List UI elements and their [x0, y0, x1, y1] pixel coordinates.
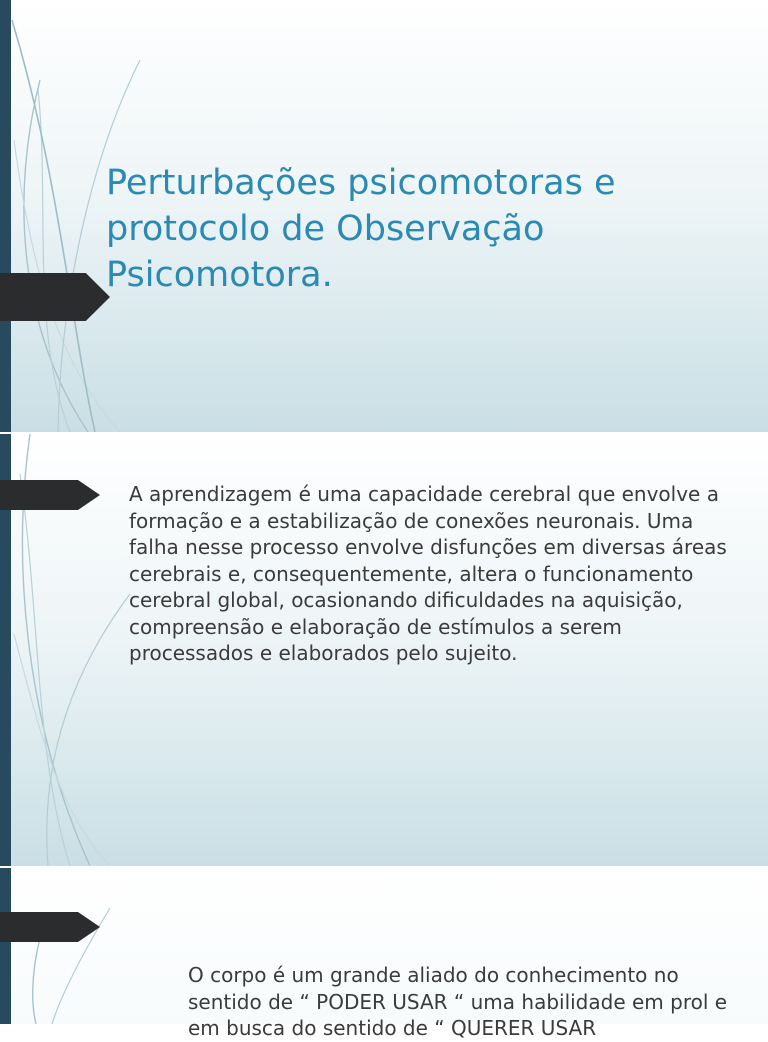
decorative-curves [0, 868, 140, 1024]
slide-title: Perturbações psicomotoras e protocolo de Observação Psicomotora. [106, 163, 616, 295]
slide-body-text: O corpo é um grande aliado do conhecimento no sentido de “ PODER USAR “ uma habilidade em prol e em busca do sentido de “ QUERER USAR [188, 963, 728, 1040]
slide-3[interactable] [0, 868, 768, 1040]
slide-1[interactable] [0, 0, 768, 432]
slide-2[interactable] [0, 434, 768, 866]
slide-body-text: A aprendizagem é uma capacidade cerebral que envolve a formação e a estabilização de conexões neuronais. Uma falha nesse processo envolve disfunções em diversas áreas cerebrais e, consequentemente, altera o funcionamento cerebral global, ocasionando dificuldades na aquisição, compreensão e elaboração de estímulos a serem processados e elaborados pelo sujeito. [129, 482, 727, 665]
